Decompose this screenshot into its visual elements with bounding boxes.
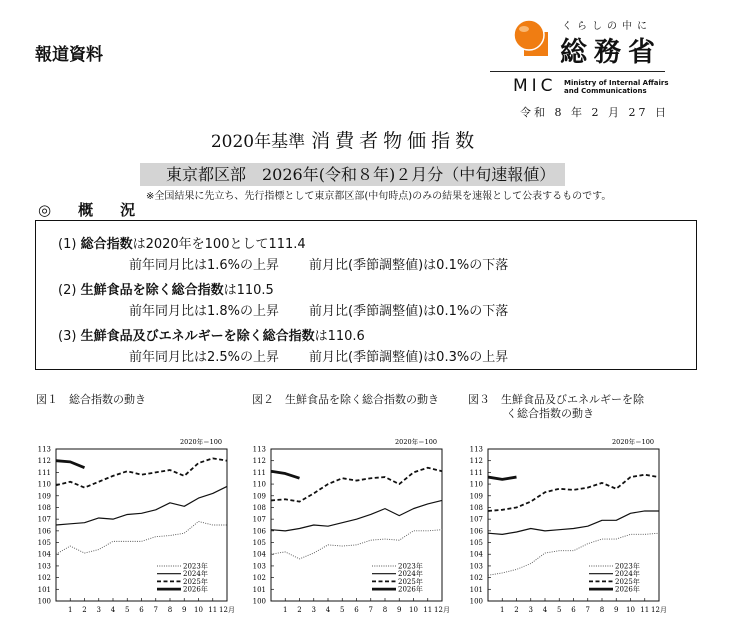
y-tick-label: 107	[37, 515, 51, 524]
y-tick-label: 103	[469, 562, 483, 571]
base-note: 2020年＝100	[180, 438, 222, 446]
y-tick-label: 110	[252, 480, 266, 489]
series-line-2024年	[488, 511, 659, 534]
title-base-year: 2020年基準	[210, 132, 306, 152]
yoy-change: 前年同月比は1.8%の上昇	[129, 304, 280, 319]
legend-label: 2025年	[615, 577, 640, 586]
item-number: (1)	[58, 237, 77, 252]
x-tick-label: 3	[528, 606, 533, 614]
legend-label: 2024年	[183, 570, 208, 579]
series-line-2024年	[56, 486, 227, 525]
x-tick-label: 2	[82, 606, 87, 614]
ministry-english-name: Ministry of Internal Affairs and Communications	[564, 79, 669, 95]
base-note: 2020年＝100	[395, 438, 437, 446]
series-line-2024年	[271, 500, 442, 530]
y-tick-label: 110	[37, 480, 51, 489]
legend-label: 2026年	[398, 585, 423, 594]
x-tick-label: 4	[542, 606, 548, 614]
summary-item-1-changes	[129, 254, 508, 273]
y-tick-label: 106	[252, 527, 266, 536]
mom-change: 前月比(季節調整値)は0.3%の上昇	[309, 350, 509, 365]
y-tick-label: 105	[469, 539, 483, 548]
series-line-2025年	[271, 468, 442, 502]
figure-3-caption	[468, 393, 654, 421]
overview-heading: ◎ 概 況	[38, 201, 142, 219]
x-tick-label: 11	[640, 606, 650, 614]
mom-change: 前月比(季節調整値)は0.1%の下落	[309, 258, 509, 273]
index-value: は110.5	[223, 283, 274, 298]
y-tick-label: 111	[252, 468, 266, 477]
x-tick-label: 3	[96, 606, 101, 614]
y-tick-label: 109	[469, 492, 483, 501]
item-number: (3)	[58, 329, 77, 344]
summary-item-1	[58, 233, 306, 252]
y-tick-label: 112	[469, 457, 483, 466]
item-number: (2)	[58, 283, 77, 298]
legend-label: 2024年	[398, 570, 423, 579]
figure-1-caption	[36, 393, 226, 407]
y-tick-label: 108	[37, 503, 51, 512]
figure-2-caption	[252, 393, 442, 407]
series-line-2026年	[488, 477, 517, 479]
index-value: は110.6	[314, 329, 365, 344]
y-tick-label: 104	[252, 550, 266, 559]
y-tick-label: 112	[252, 457, 266, 466]
figure-label: 図３	[468, 393, 490, 406]
index-name: 総合指数	[80, 237, 133, 252]
series-line-2023年	[271, 530, 442, 559]
x-tick-label: 9	[614, 606, 619, 614]
x-tick-label: 5	[340, 606, 345, 614]
series-line-2026年	[271, 471, 300, 478]
legend-label: 2023年	[398, 562, 423, 571]
x-tick-label: 2	[297, 606, 302, 614]
x-tick-label: 6	[571, 606, 576, 614]
y-tick-label: 102	[469, 574, 483, 583]
y-tick-label: 110	[469, 480, 483, 489]
legend-label: 2026年	[615, 585, 640, 594]
press-release-label: 報道資料	[35, 45, 103, 65]
x-tick-label: 11	[423, 606, 433, 614]
x-tick-label: 10	[626, 606, 635, 614]
x-tick-label: 8	[382, 606, 388, 614]
ministry-name: 総務省	[560, 37, 662, 68]
figure-label: 図２	[252, 393, 274, 406]
y-tick-label: 113	[469, 445, 483, 454]
index-name: 生鮮食品を除く総合指数	[80, 283, 224, 298]
y-tick-label: 100	[37, 597, 51, 606]
x-tick-label: 7	[585, 606, 590, 614]
chart-3	[462, 435, 672, 620]
y-tick-label: 109	[252, 492, 266, 501]
figure-title: 生鮮食品を除く総合指数の動き	[285, 393, 439, 406]
release-date: 令和 8 年 2 月 27 日	[520, 106, 669, 119]
y-tick-label: 102	[37, 574, 51, 583]
series-line-2026年	[56, 461, 85, 468]
x-tick-label: 10	[194, 606, 203, 614]
legend-label: 2023年	[183, 562, 208, 571]
x-tick-label: 10	[409, 606, 418, 614]
y-tick-label: 101	[37, 585, 51, 594]
y-tick-label: 111	[469, 468, 483, 477]
x-tick-label: 6	[139, 606, 144, 614]
legend-label: 2025年	[398, 577, 423, 586]
figure-title: 総合指数の動き	[69, 393, 146, 406]
y-tick-label: 113	[252, 445, 266, 454]
ministry-tagline: くらしの中に	[562, 21, 652, 32]
x-tick-label: 7	[368, 606, 373, 614]
x-tick-label: 9	[397, 606, 402, 614]
yoy-change: 前年同月比は1.6%の上昇	[129, 258, 280, 273]
y-tick-label: 108	[252, 503, 266, 512]
series-line-2025年	[56, 458, 227, 487]
y-tick-label: 100	[252, 597, 266, 606]
x-tick-label: 5	[125, 606, 130, 614]
y-tick-label: 113	[37, 445, 51, 454]
note: ※全国結果に先立ち、先行指標として東京都区部(中旬時点)のみの結果を速報として公表するものです。	[146, 191, 612, 202]
y-tick-label: 103	[37, 562, 51, 571]
x-tick-label: 8	[599, 606, 605, 614]
summary-item-3	[58, 325, 365, 344]
y-tick-label: 101	[252, 585, 266, 594]
x-tick-label: 12月	[219, 606, 235, 614]
x-tick-label: 3	[311, 606, 316, 614]
x-tick-label: 11	[208, 606, 218, 614]
x-tick-label: 1	[283, 606, 288, 614]
y-tick-label: 109	[37, 492, 51, 501]
y-tick-label: 108	[469, 503, 483, 512]
y-tick-label: 103	[252, 562, 266, 571]
index-value: は2020年を100として111.4	[132, 237, 306, 252]
y-tick-label: 107	[469, 515, 483, 524]
x-tick-label: 7	[153, 606, 158, 614]
header-rule	[490, 71, 665, 72]
x-tick-label: 12月	[434, 606, 450, 614]
y-tick-label: 101	[469, 585, 483, 594]
series-line-2025年	[488, 475, 659, 511]
y-tick-label: 102	[252, 574, 266, 583]
y-tick-label: 111	[37, 468, 51, 477]
legend-label: 2025年	[183, 577, 208, 586]
base-note: 2020年＝100	[612, 438, 654, 446]
x-tick-label: 4	[110, 606, 116, 614]
summary-item-3-changes	[129, 346, 508, 365]
chart-1	[30, 435, 240, 620]
figure-title: 生鮮食品及びエネルギーを除く総合指数の動き	[501, 393, 644, 420]
mic-logo-text: MIC	[513, 76, 557, 96]
y-tick-label: 106	[469, 527, 483, 536]
x-tick-label: 2	[514, 606, 519, 614]
x-tick-label: 1	[500, 606, 505, 614]
y-tick-label: 112	[37, 457, 51, 466]
legend-label: 2026年	[183, 585, 208, 594]
x-tick-label: 9	[182, 606, 187, 614]
index-name: 生鮮食品及びエネルギーを除く総合指数	[80, 329, 315, 344]
summary-item-2-changes	[129, 300, 508, 319]
y-tick-label: 104	[37, 550, 51, 559]
mom-change: 前月比(季節調整値)は0.1%の下落	[309, 304, 509, 319]
title-main: 消費者物価指数	[311, 130, 480, 152]
x-tick-label: 4	[325, 606, 331, 614]
summary-item-2	[58, 279, 274, 298]
chart-2	[245, 435, 455, 620]
yoy-change: 前年同月比は2.5%の上昇	[129, 350, 280, 365]
legend-label: 2023年	[615, 562, 640, 571]
page-title	[0, 126, 690, 153]
x-tick-label: 8	[167, 606, 173, 614]
ministry-logo-icon	[514, 20, 548, 56]
legend-label: 2024年	[615, 570, 640, 579]
subtitle: 東京都区部 2026年(令和８年)２月分（中旬速報値）	[140, 163, 565, 186]
x-tick-label: 5	[557, 606, 562, 614]
y-tick-label: 105	[37, 539, 51, 548]
x-tick-label: 1	[68, 606, 73, 614]
y-tick-label: 100	[469, 597, 483, 606]
y-tick-label: 104	[469, 550, 483, 559]
y-tick-label: 105	[252, 539, 266, 548]
x-tick-label: 6	[354, 606, 359, 614]
y-tick-label: 107	[252, 515, 266, 524]
x-tick-label: 12月	[651, 606, 667, 614]
summary-box	[35, 220, 697, 370]
figure-label: 図１	[36, 393, 58, 406]
series-line-2023年	[56, 521, 227, 554]
y-tick-label: 106	[37, 527, 51, 536]
